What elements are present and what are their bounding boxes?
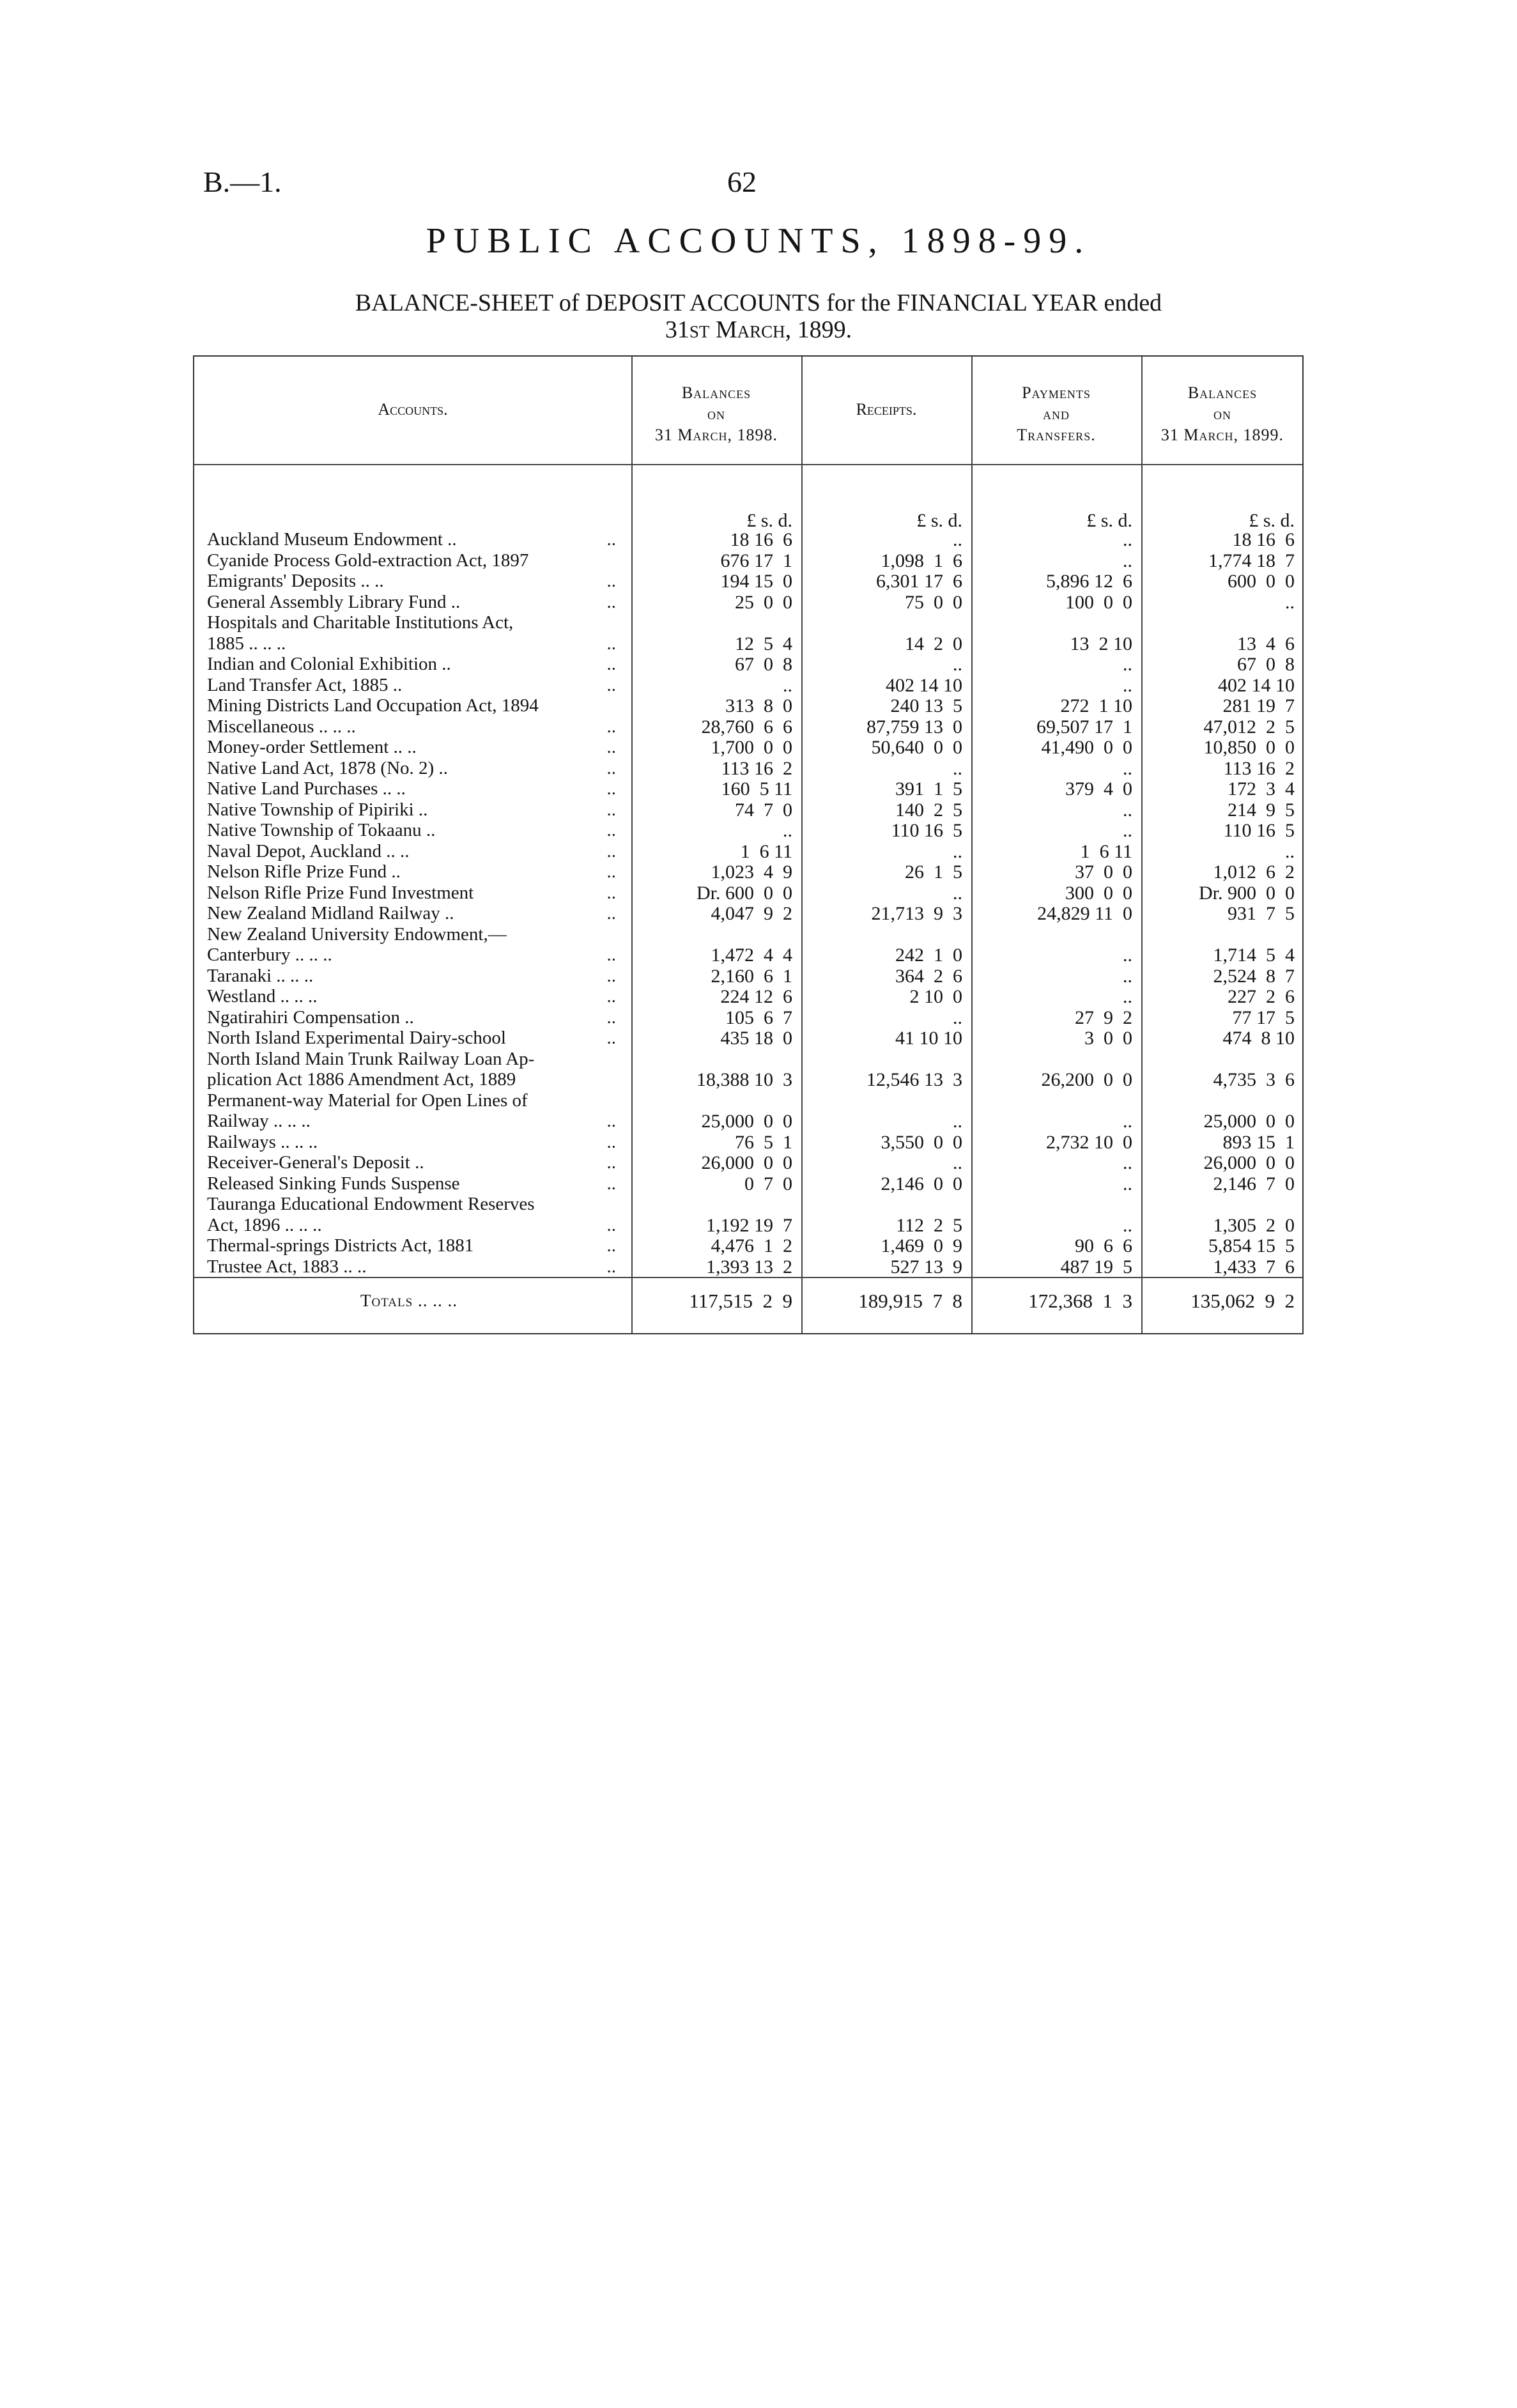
column-divider (801, 357, 803, 1333)
account-name: Emigrants' Deposits .. .. (207, 571, 384, 591)
header-divider (194, 464, 1302, 465)
cell-balances-1899: 1,433 7 6 (1213, 1256, 1295, 1277)
cell-receipts: 2,146 0 0 (881, 1173, 962, 1194)
account-label (207, 1090, 616, 1111)
subtitle-line-1: BALANCE-SHEET of DEPOSIT ACCOUNTS for the FINANCIAL YEAR ended (355, 289, 1162, 316)
account-name: Released Sinking Funds Suspense (207, 1173, 460, 1194)
account-name: Taranaki .. .. .. (207, 965, 314, 986)
cell-payments: 24,829 11 0 (1037, 903, 1132, 924)
leader-dots: .. (606, 529, 616, 550)
account-name: New Zealand University Endowment,— (207, 923, 507, 945)
cell-receipts: 3,550 0 0 (881, 1131, 962, 1153)
cell-balances-1898: 1,393 13 2 (706, 1256, 792, 1277)
account-label (207, 654, 616, 675)
document-reference: B.—1. (203, 166, 282, 198)
cell-balances-1899: 18 16 6 (1232, 529, 1295, 550)
cell-receipts: 6,301 17 6 (876, 571, 962, 592)
cell-balances-1898: 26,000 0 0 (701, 1152, 792, 1173)
cell-payments: 300 0 0 (1065, 882, 1132, 904)
account-name: Railway .. .. .. (207, 1111, 311, 1131)
leader-dots: .. (606, 591, 616, 612)
account-label (207, 550, 616, 571)
account-name: Nelson Rifle Prize Fund .. (207, 861, 401, 882)
cell-balances-1898: 1 6 11 (740, 840, 792, 862)
cell-payments: .. (1123, 986, 1132, 1007)
balance-sheet-table (193, 355, 1304, 1334)
account-label (207, 1215, 616, 1236)
header-accounts: Accounts. (378, 400, 448, 419)
account-name: Native Land Act, 1878 (No. 2) .. (207, 757, 448, 778)
cell-payments: .. (1123, 820, 1132, 841)
cell-balances-1898: 105 6 7 (725, 1007, 792, 1028)
account-label (207, 675, 616, 696)
cell-payments: .. (1123, 1173, 1132, 1194)
header-payments: Payments and Transfers. (1017, 383, 1096, 444)
cell-balances-1898: 0 7 0 (744, 1173, 792, 1194)
cell-balances-1899: 25,000 0 0 (1203, 1111, 1295, 1132)
cell-receipts: 75 0 0 (905, 591, 962, 613)
cell-receipts: 87,759 13 0 (866, 716, 962, 737)
account-label (207, 695, 616, 716)
cell-payments: 69,507 17 1 (1036, 716, 1132, 737)
units-payments: £ s. d. (1086, 510, 1132, 531)
cell-balances-1898: 12 5 4 (735, 633, 792, 654)
cell-receipts: 1,469 0 9 (881, 1235, 962, 1256)
account-name: Land Transfer Act, 1885 .. (207, 674, 403, 695)
account-name: Native Township of Tokaanu .. (207, 820, 436, 840)
cell-payments: 41,490 0 0 (1041, 737, 1132, 758)
account-label (207, 612, 616, 633)
leader-dots: .. (606, 1214, 616, 1235)
cell-payments: .. (1123, 1152, 1132, 1173)
cell-payments: 272 1 10 (1060, 695, 1132, 716)
leader-dots: .. (606, 778, 616, 799)
cell-balances-1899: 172 3 4 (1228, 778, 1295, 799)
account-label (207, 592, 616, 613)
cell-balances-1898: 224 12 6 (720, 986, 792, 1007)
cell-balances-1899: 227 2 6 (1228, 986, 1295, 1007)
cell-balances-1899: 214 9 5 (1228, 799, 1295, 821)
header-balances-1899: Balances on 31 March, 1899. (1160, 383, 1284, 444)
account-label (207, 529, 616, 550)
leader-dots: .. (606, 799, 616, 820)
cell-balances-1899: 1,305 2 0 (1213, 1214, 1295, 1236)
cell-balances-1899: 4,735 3 6 (1213, 1069, 1295, 1090)
cell-receipts: .. (953, 529, 962, 550)
cell-balances-1899: 1,714 5 4 (1213, 945, 1295, 966)
leader-dots: .. (606, 882, 616, 903)
account-name: Act, 1896 .. .. .. (207, 1214, 322, 1235)
cell-receipts: .. (953, 654, 962, 675)
account-name: Receiver-General's Deposit .. (207, 1152, 424, 1173)
account-label (207, 1111, 616, 1132)
cell-balances-1898: 435 18 0 (720, 1028, 792, 1049)
cell-payments: 37 0 0 (1075, 861, 1132, 883)
cell-balances-1898: 4,047 9 2 (711, 903, 792, 924)
cell-balances-1898: 25 0 0 (735, 591, 792, 613)
leader-dots: .. (606, 1007, 616, 1028)
account-name: Native Township of Pipiriki .. (207, 799, 428, 820)
account-label (207, 571, 616, 592)
cell-balances-1898: 676 17 1 (720, 550, 792, 571)
cell-payments: .. (1123, 529, 1132, 550)
cell-balances-1898: 1,192 19 7 (706, 1214, 792, 1236)
account-name: Thermal-springs Districts Act, 1881 (207, 1235, 474, 1256)
leader-dots: .. (606, 1028, 616, 1048)
cell-balances-1898: 1,472 4 4 (711, 945, 792, 966)
account-name: Ngatirahiri Compensation .. (207, 1007, 414, 1028)
account-name: Westland .. .. .. (207, 986, 318, 1007)
account-name: Tauranga Educational Endowment Reserves (207, 1194, 535, 1214)
cell-balances-1899: .. (1285, 840, 1295, 862)
account-label (207, 758, 616, 779)
account-name: Trustee Act, 1883 .. .. (207, 1256, 367, 1277)
account-label (207, 1256, 616, 1277)
cell-receipts: 2 10 0 (909, 986, 962, 1007)
cell-balances-1898: Dr. 600 0 0 (697, 882, 792, 904)
page-title: PUBLIC ACCOUNTS, 1898-99. (426, 221, 1091, 261)
cell-payments: 3 0 0 (1084, 1028, 1132, 1049)
cell-balances-1899: 2,146 7 0 (1213, 1173, 1295, 1194)
units-balances-1898: £ s. d. (746, 510, 792, 531)
cell-balances-1899: 281 19 7 (1222, 695, 1295, 716)
account-label (207, 903, 616, 924)
leader-dots: .. (606, 1131, 616, 1152)
account-label (207, 1028, 616, 1049)
cell-receipts: .. (953, 1152, 962, 1173)
leader-dots: .. (606, 1152, 616, 1173)
cell-balances-1899: Dr. 900 0 0 (1199, 882, 1295, 904)
account-label (207, 1173, 616, 1194)
cell-balances-1898: 18 16 6 (730, 529, 792, 550)
account-label (207, 924, 616, 945)
cell-payments: 5,896 12 6 (1046, 571, 1132, 592)
account-label (207, 1194, 616, 1215)
account-name: 1885 .. .. .. (207, 633, 286, 654)
leader-dots: .. (606, 1256, 616, 1277)
cell-balances-1899: 113 16 2 (1223, 757, 1295, 779)
cell-payments: .. (1123, 1111, 1132, 1132)
cell-receipts: 41 10 10 (895, 1028, 962, 1049)
header-receipts: Receipts. (856, 400, 917, 419)
cell-balances-1899: .. (1285, 591, 1295, 613)
account-label (207, 883, 616, 904)
account-name: Canterbury .. .. .. (207, 945, 332, 965)
cell-balances-1899: 1,774 18 7 (1208, 550, 1295, 571)
cell-receipts: 140 2 5 (895, 799, 962, 821)
account-name: Auckland Museum Endowment .. (207, 529, 457, 550)
totals-payments: 172,368 1 3 (1028, 1290, 1132, 1312)
cell-payments: .. (1123, 757, 1132, 779)
leader-dots: .. (606, 945, 616, 965)
account-label (207, 945, 616, 966)
cell-balances-1899: 67 0 8 (1237, 654, 1295, 675)
units-receipts: £ s. d. (916, 510, 962, 531)
cell-receipts: 1,098 1 6 (881, 550, 962, 571)
cell-balances-1899: 1,012 6 2 (1213, 861, 1295, 883)
totals-receipts: 189,915 7 8 (858, 1290, 962, 1312)
cell-payments: 1 6 11 (1080, 840, 1132, 862)
account-label (207, 778, 616, 799)
cell-balances-1899: 893 15 1 (1222, 1131, 1295, 1153)
cell-receipts: .. (953, 840, 962, 862)
account-label (207, 1152, 616, 1173)
cell-balances-1899: 26,000 0 0 (1203, 1152, 1295, 1173)
account-label (207, 1069, 616, 1090)
cell-balances-1899: 5,854 15 5 (1208, 1235, 1295, 1256)
totals-balances-1898: 117,515 2 9 (689, 1290, 792, 1312)
account-name: Indian and Colonial Exhibition .. (207, 654, 451, 674)
cell-balances-1899: 402 14 10 (1218, 674, 1295, 696)
account-label (207, 716, 616, 737)
account-name: Native Land Purchases .. .. (207, 778, 406, 799)
cell-payments: 100 0 0 (1065, 591, 1132, 613)
cell-payments: .. (1123, 965, 1132, 987)
cell-receipts: 110 16 5 (891, 820, 962, 841)
account-label (207, 1007, 616, 1028)
leader-dots: .. (606, 840, 616, 861)
column-divider (1141, 357, 1143, 1333)
totals-balances-1899: 135,062 9 2 (1190, 1290, 1295, 1312)
units-balances-1899: £ s. d. (1249, 510, 1295, 531)
cell-balances-1898: 18,388 10 3 (697, 1069, 792, 1090)
cell-balances-1898: 25,000 0 0 (701, 1111, 792, 1132)
account-name: Railways .. .. .. (207, 1131, 318, 1152)
leader-dots: .. (606, 861, 616, 882)
cell-balances-1899: 931 7 5 (1228, 903, 1295, 924)
cell-payments: .. (1123, 945, 1132, 966)
cell-balances-1898: 67 0 8 (735, 654, 792, 675)
account-label (207, 737, 616, 758)
cell-balances-1898: 76 5 1 (735, 1131, 792, 1153)
cell-receipts: 242 1 0 (895, 945, 962, 966)
cell-receipts: 240 13 5 (890, 695, 962, 716)
cell-payments: 13 2 10 (1070, 633, 1132, 654)
leader-dots: .. (606, 757, 616, 778)
cell-payments: .. (1123, 674, 1132, 696)
cell-balances-1898: 1,700 0 0 (711, 737, 792, 758)
cell-balances-1898: 113 16 2 (721, 757, 792, 779)
leader-dots: .. (606, 1173, 616, 1194)
cell-receipts: .. (953, 882, 962, 904)
account-label (207, 861, 616, 883)
account-label (207, 966, 616, 987)
account-label (207, 1132, 616, 1153)
account-label (207, 820, 616, 841)
cell-balances-1899: 47,012 2 5 (1203, 716, 1295, 737)
leader-dots: .. (606, 571, 616, 591)
leader-dots: .. (606, 1111, 616, 1131)
leader-dots: .. (606, 737, 616, 757)
account-name: Money-order Settlement .. .. (207, 737, 417, 757)
cell-payments: 27 9 2 (1075, 1007, 1132, 1028)
account-name: Hospitals and Charitable Institutions Act, (207, 612, 514, 633)
account-name: North Island Experimental Dairy-school (207, 1028, 506, 1048)
account-name: Miscellaneous .. .. .. (207, 716, 356, 737)
account-name: New Zealand Midland Railway .. (207, 903, 454, 923)
cell-payments: 379 4 0 (1065, 778, 1132, 799)
cell-receipts: 50,640 0 0 (871, 737, 962, 758)
leader-dots: .. (606, 674, 616, 695)
leader-dots: .. (606, 986, 616, 1007)
page-number: 62 (727, 166, 757, 198)
account-label (207, 1235, 616, 1256)
cell-receipts: 391 1 5 (895, 778, 962, 799)
leader-dots: .. (606, 716, 616, 737)
account-name: Permanent-way Material for Open Lines of (207, 1090, 528, 1111)
cell-receipts: 26 1 5 (905, 861, 962, 883)
header-balances-1898: Balances on 31 March, 1898. (654, 383, 778, 444)
cell-receipts: 14 2 0 (905, 633, 962, 654)
cell-payments: .. (1123, 799, 1132, 821)
cell-balances-1898: 4,476 1 2 (711, 1235, 792, 1256)
cell-balances-1899: 13 4 6 (1237, 633, 1295, 654)
cell-receipts: .. (953, 757, 962, 779)
leader-dots: .. (606, 965, 616, 986)
cell-balances-1899: 2,524 8 7 (1213, 965, 1295, 987)
cell-payments: 2,732 10 0 (1046, 1131, 1132, 1153)
cell-balances-1899: 110 16 5 (1223, 820, 1295, 841)
cell-balances-1898: 2,160 6 1 (711, 965, 792, 987)
column-divider (971, 357, 973, 1333)
leader-dots: .. (606, 820, 616, 840)
account-name: North Island Main Trunk Railway Loan Ap- (207, 1048, 535, 1069)
cell-payments: 90 6 6 (1075, 1235, 1132, 1256)
cell-balances-1898: 313 8 0 (725, 695, 792, 716)
cell-receipts: 112 2 5 (896, 1214, 962, 1236)
cell-balances-1898: 74 7 0 (735, 799, 792, 821)
leader-dots: .. (606, 633, 616, 654)
cell-payments: .. (1123, 550, 1132, 571)
cell-balances-1898: 160 5 11 (721, 778, 792, 799)
cell-receipts: .. (953, 1007, 962, 1028)
account-label (207, 986, 616, 1007)
account-label (207, 633, 616, 654)
leader-dots: .. (606, 654, 616, 674)
cell-payments: 487 19 5 (1060, 1256, 1132, 1277)
cell-receipts: .. (953, 1111, 962, 1132)
cell-receipts: 402 14 10 (886, 674, 962, 696)
cell-payments: 26,200 0 0 (1041, 1069, 1132, 1090)
cell-balances-1898: 194 15 0 (720, 571, 792, 592)
account-name: plication Act 1886 Amendment Act, 1889 (207, 1069, 516, 1090)
cell-payments: .. (1123, 654, 1132, 675)
cell-balances-1898: .. (783, 820, 792, 841)
account-label (207, 799, 616, 821)
leader-dots: .. (606, 903, 616, 923)
column-divider (631, 357, 633, 1333)
cell-receipts: 527 13 9 (890, 1256, 962, 1277)
cell-receipts: 12,546 13 3 (866, 1069, 962, 1090)
cell-receipts: 21,713 9 3 (871, 903, 962, 924)
account-label (207, 841, 616, 862)
cell-balances-1899: 10,850 0 0 (1203, 737, 1295, 758)
cell-receipts: 364 2 6 (895, 965, 962, 987)
account-name: Nelson Rifle Prize Fund Investment (207, 882, 474, 903)
cell-balances-1898: .. (783, 674, 792, 696)
cell-balances-1899: 600 0 0 (1228, 571, 1295, 592)
account-name: General Assembly Library Fund .. (207, 591, 461, 612)
cell-balances-1898: 1,023 4 9 (711, 861, 792, 883)
account-name: Mining Districts Land Occupation Act, 1894 (207, 695, 539, 716)
cell-balances-1898: 28,760 6 6 (701, 716, 792, 737)
totals-label: Totals .. .. .. (360, 1291, 458, 1310)
cell-balances-1899: 77 17 5 (1232, 1007, 1295, 1028)
account-name: Naval Depot, Auckland .. .. (207, 840, 410, 861)
account-label (207, 1049, 616, 1070)
cell-payments: .. (1123, 1214, 1132, 1236)
cell-balances-1899: 474 8 10 (1222, 1028, 1295, 1049)
leader-dots: .. (606, 1235, 616, 1256)
account-name: Cyanide Process Gold-extraction Act, 1897 (207, 550, 529, 571)
subtitle-line-2: 31st March, 1899. (665, 316, 852, 343)
